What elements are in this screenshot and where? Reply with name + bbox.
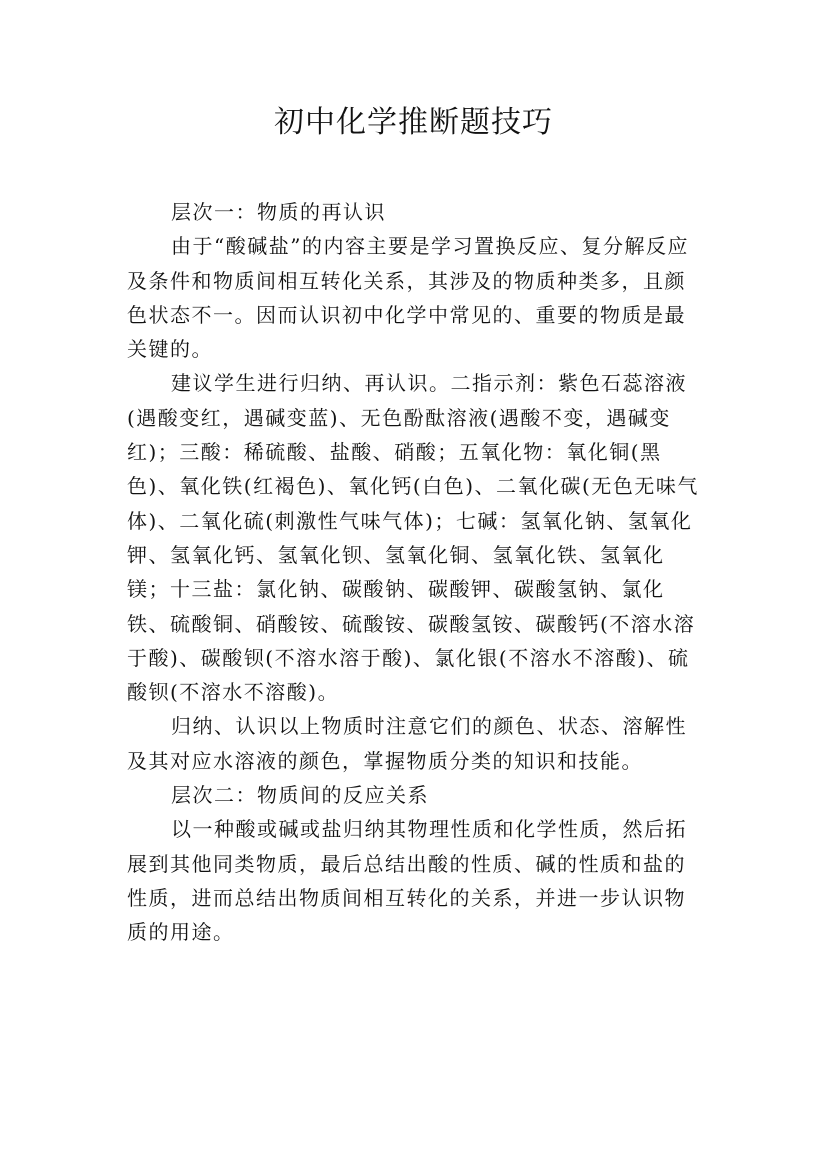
- paragraph-substance-list: 建议学生进行归纳、再认识。二指示剂：紫色石蕊溶液(遇酸变红，遇碱变蓝)、无色酚酞溶液(遇酸不变，遇碱变红)；三酸：稀硫酸、盐酸、硝酸；五氧化物：氧化铜(黑色)、氧化铁(红褐色)、氧化钙(白色)、二氧化碳(无色无味气体)、二氧化硫(刺激性气味气体)；七碱：氢氧化钠、氢氧化钾、氢氧化钙、氢氧化钡、氢氧化铜、氢氧化铁、氢氧化镁；十三盐：氯化钠、碳酸钠、碳酸钾、碳酸氢钠、氯化铁、硫酸铜、硝酸铵、硫酸铵、碳酸氢铵、碳酸钙(不溶水溶于酸)、碳酸钡(不溶水溶于酸)、氯化银(不溶水不溶酸)、硫酸钡(不溶水不溶酸)。: [127, 371, 699, 705]
- paragraph-intro: 由于“酸碱盐”的内容主要是学习置换反应、复分解反应及条件和物质间相互转化关系，其涉及的物质种类多，且颜色状态不一。因而认识初中化学中常见的、重要的物质是最关键的。: [127, 234, 689, 362]
- paragraph-reactions: 以一种酸或碱或盐归纳其物理性质和化学性质，然后拓展到其他同类物质，最后总结出酸的性质、碱的性质和盐的性质，进而总结出物质间相互转化的关系，并进一步认识物质的用途。: [127, 817, 687, 945]
- document-title: 初中化学推断题技巧: [274, 105, 553, 140]
- document-body: [127, 195, 707, 950]
- section-heading-level-one: 层次一：物质的再认识: [171, 200, 386, 224]
- paragraph-summary: 归纳、认识以上物质时注意它们的颜色、状态、溶解性及其对应水溶液的颜色，掌握物质分类的知识和技能。: [127, 714, 687, 773]
- section-heading-level-two: 层次二：物质间的反应关系: [171, 783, 429, 808]
